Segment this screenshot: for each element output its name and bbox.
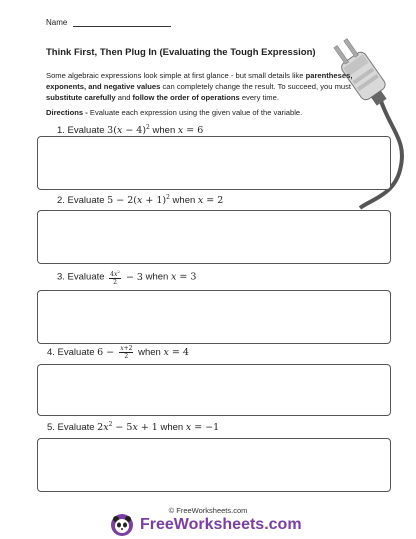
panda-logo-icon xyxy=(110,513,134,537)
answer-box-3[interactable] xyxy=(37,290,391,344)
answer-box-5[interactable] xyxy=(37,438,391,492)
intro-paragraph: Some algebraic expressions look simple at first glance - but small details like parentheses, exponents, and negative values can completely change the result. To succeed, you must substitute carefully and follow the order of operations every time. xyxy=(46,71,353,102)
question-2: 2. Evaluate $5 - 2(x + 1)^2$ when x = 2 xyxy=(57,194,224,207)
answer-box-2[interactable] xyxy=(37,210,391,264)
question-4: 4. Evaluate 6 − $\frac{x+2}{2}$ when x = 4 xyxy=(47,345,189,360)
expression-1: $3(x - 4)^2$ xyxy=(107,124,150,137)
footer-brand[interactable] xyxy=(108,513,328,537)
name-label: Name xyxy=(46,18,68,27)
brand-text: FreeWorksheets.com xyxy=(140,516,302,533)
answer-box-4[interactable] xyxy=(37,364,391,416)
question-3: 3. Evaluate $\frac{4x^2}{2}$ − 3 when x = 3 xyxy=(57,269,197,286)
question-5: 5. Evaluate $2x^2 - 5x + 1$ when x = −1 xyxy=(47,421,220,434)
answer-box-1[interactable] xyxy=(37,136,391,190)
expression-4: 6 − $\frac{x+2}{2}$ xyxy=(97,345,133,360)
directions: Directions - Evaluate each expression using the given value of the variable. xyxy=(46,108,303,117)
expression-3: $\frac{4x^2}{2}$ − 3 xyxy=(110,269,143,286)
name-field-row xyxy=(46,18,171,27)
expression-5: $2x^2 - 5x + 1$ xyxy=(97,421,158,434)
name-input-line[interactable] xyxy=(73,18,171,27)
worksheet-title: Think First, Then Plug In (Evaluating the Tough Expression) xyxy=(46,47,316,58)
expression-2: $5 - 2(x + 1)^2$ xyxy=(107,194,170,207)
question-1: 1. Evaluate $3(x - 4)^2$ when x = 6 xyxy=(57,124,204,137)
footer-copyright: © FreeWorksheets.com xyxy=(168,506,248,515)
